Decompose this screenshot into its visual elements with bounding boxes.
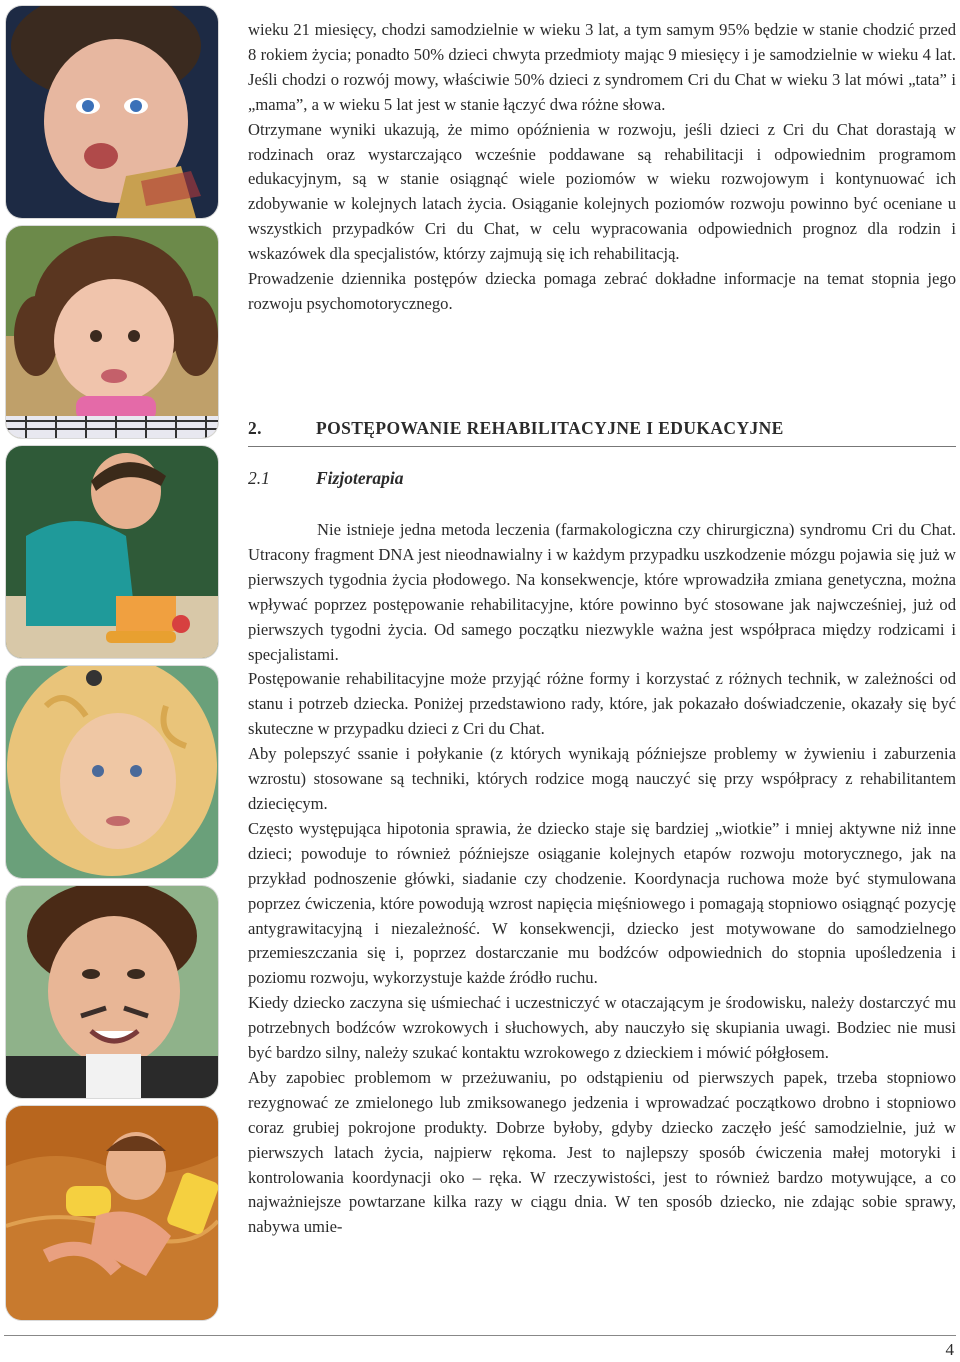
- photo-girl-pigtails: [6, 226, 218, 438]
- section-title: POSTĘPOWANIE REHABILITACYJNE I EDUKACYJNE: [316, 418, 784, 438]
- paragraph: Aby polepszyć ssanie i połykanie (z których wynikają późniejsze problemy w żywieniu i zaburzenia wzrostu) stosowane są techniki, których rodzice mogą nauczyć się przy współpracy z rehabilitantem dziecięcym.: [248, 744, 956, 813]
- subsection-number: 2.1: [248, 468, 270, 488]
- photo-child-swimming: [6, 1106, 218, 1320]
- photo-blonde-girl: [6, 666, 218, 878]
- subsection-heading: [248, 468, 404, 489]
- paragraph: Otrzymane wyniki ukazują, że mimo opóźnienia w rozwoju, jeśli dzieci z Cri du Chat dorastają w rodzinach oraz wystarczająco wcześnie poddawane są rehabilitacji i odpowiednim programom edukacyjnym, są w stanie osiągnąć wiele poziomów w wieku rozwojowym i kontynuować ich zdobywanie w kolejnych latach życia. Osiąganie kolejnych poziomów rozwoju powinno być oceniane u wszystkich przypadków Cri du Chat, w celu wypracowania odpowiednich prognoz dla rodzin i wskazówek dla specjalistów, którzy zajmują się ich rehabilitacją.: [248, 119, 956, 264]
- physiotherapy-text-block: [248, 518, 956, 1240]
- subsection-title: Fizjoterapia: [316, 468, 404, 488]
- intro-text-block: [248, 18, 956, 317]
- photo-smiling-boy-face-paint: [6, 886, 218, 1098]
- paragraph: Nie istnieje jedna metoda leczenia (farmakologiczna czy chirurgiczna) syndromu Cri du Chat. Utracony fragment DNA jest nieodnawialny i w każdym przypadku uszkodzenie mózgu pojawia się już w pierwszych tygodnia życia płodowego. Na konsekwencje, które wprowadziła zmiana genetyczna, można wpływać poprzez postępowanie rehabilitacyjne, które powinno być stosowane jak najwcześniej, już od pierwszych tygodni życia. Od samego początku niezwykle ważna jest współpraca między rodzicami i specjalistami.: [248, 520, 956, 664]
- photo-boy-playing-with-toys: [6, 446, 218, 658]
- photo-child-curly-hair: [6, 6, 218, 218]
- paragraph: Postępowanie rehabilitacyjne może przyjąć różne formy i korzystać z różnych technik, w zależności od stanu i potrzeb dziecka. Poniżej przedstawiono rady, które, jak pokazało doświadczenie, okazały się być skuteczne w przypadku dzieci z Cri du Chat.: [248, 669, 956, 739]
- paragraph: Aby zapobiec problemom w przeżuwaniu, po odstąpieniu od pierwszych papek, trzeba stopniowo rezygnować ze zmielonego lub zmiksowanego jedzenia i wprowadzać początkowo drobno i stopniowo coraz grubiej pokrojone produkty. Dobrze byłoby, gdyby dziecko zaczęło jeść samodzielnie, już w pierwszych latach życia, najpierw rękoma. Jest to najlepszy sposób ćwiczenia małej motoryki i kontrolowania koordynacji oko – ręka. W rzeczywistości, jest to również bardzo motywujące, a co najważniejsze powtarzane kilka razy w ciągu dnia. W ten sposób dziecko, nie zdając sobie sprawy, nabywa umie-: [248, 1067, 956, 1237]
- paragraph: Prowadzenie dziennika postępów dziecka pomaga zebrać dokładne informacje na temat stopnia jego rozwoju psychomotorycznego.: [248, 269, 956, 313]
- section-number: 2.: [248, 418, 262, 438]
- paragraph: Kiedy dziecko zaczyna się uśmiechać i uczestniczyć w otaczającym je środowisku, należy dostarczyć mu potrzebnych bodźców wzrokowych i słuchowych, aby nauczyło się skupiania uwagi. Bodziec nie musi być bardzo silny, należy szukać kontaktu wzrokowego z dzieckiem i mówić półgłosem.: [248, 993, 956, 1063]
- paragraph: Często występująca hipotonia sprawia, że dziecko staje się bardziej „wiotkie” i mniej aktywne niż inne dzieci; powoduje to również późniejsze osiąganie kolejnych etapów rozwoju motorycznego, jak na przykład podnoszenie główki, siadanie czy chodzenie. Koordynacja ruchowa może być stymulowana poprzez ćwiczenia, które powodują wzrost napięcia mięśniowego i pomagają stopniowo osiągnąć pozycję antygrawitacyjną i niezależność. W konsekwencji, dziecko jest motywowane do samodzielnego przemieszczania się i, poprzez dostarczanie mu bodźców odpowiednich do stopnia upośledzenia i poziomu rozwoju, wykorzystuje każde źródło ruchu.: [248, 818, 956, 988]
- section-heading: [248, 418, 956, 447]
- paragraph: wieku 21 miesięcy, chodzi samodzielnie w wieku 3 lat, a tym samym 95% będzie w stanie chodzić przed 8 rokiem życia; ponadto 50% dzieci chwyta przedmioty mając 9 miesięcy i je samodzielnie w wieku 4 lat. Jeśli chodzi o rozwój mowy, właściwie 50% dzieci z syndromem Cri du Chat w wieku 3 lat mówi „tata” i „mama”, a w wieku 5 lat jest w stanie łączyć dwa różne słowa.: [248, 20, 956, 114]
- page-number: 4: [945, 1340, 954, 1359]
- footer-divider: [4, 1335, 956, 1336]
